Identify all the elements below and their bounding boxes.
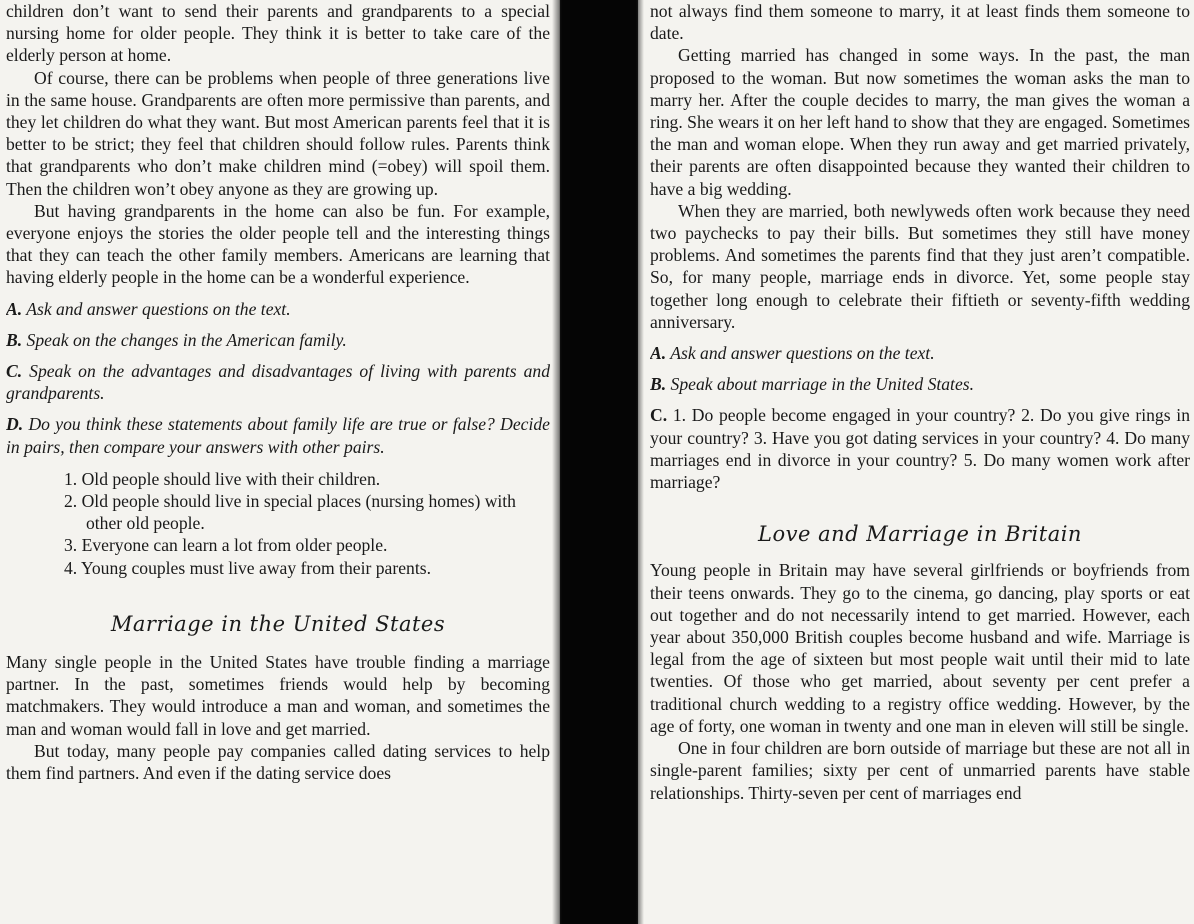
task-b: B. Speak on the changes in the American family.	[6, 329, 347, 350]
section-title: Marriage in the United States	[110, 611, 446, 636]
paragraph: Getting married has changed in some ways. In the past, the man proposed to the woman. But now sometimes the woman asks the man to marry her. After the couple decides to marry, the man gives the woman a ring. She wears it on her left hand to show that they are engaged. Sometimes the man and woman elope. When they run away and get married privately, their parents are often disappointed because they wanted their children to have a big wedding.	[650, 45, 1190, 199]
paragraph: But having grandparents in the home can also be fun. For example, everyone enjoys the stories the older people tell and the interesting things that they can teach the other family members. Americans are learning that having elderly people in the home can be a wonderful experience.	[6, 200, 550, 288]
paragraph: Of course, there can be problems when people of three generations live in the same house. Grandparents are often more permissive than parents, and they let children do what they want. But most American parents feel that it is better to be strict; they feel that children should follow rules. Parents think that grandparents who don’t make children mind (=obey) will spoil them. Then the children won’t obey anyone as they are growing up.	[6, 67, 550, 199]
statement-item: 2. Old people should live in special places (nursing homes) with other old people.	[64, 491, 516, 534]
paragraph: Many single people in the United States have trouble finding a marriage partner. In the past, sometimes friends would help by becoming matchmakers. They would introduce a man and woman, and sometimes the man and woman would fall in love and get married.	[6, 652, 550, 739]
paragraph: not always find them someone to marry, it at least finds them someone to date.	[650, 1, 1190, 44]
task-d: D. Do you think these statements about family life are true or false? Decide in pairs, then compare your answers with other pairs.	[6, 414, 550, 457]
paragraph: One in four children are born outside of marriage but these are not all in single-parent families; sixty per cent of unmarried parents have stable relationships. Thirty-seven per cent of marriages end	[650, 738, 1190, 803]
task-c: C. 1. Do people become engaged in your country? 2. Do you give rings in your country? 3. Have you got dating services in your country? 4. Do many marriages end in divorce in your country? 5. Do many women work after marriage?	[650, 405, 1190, 493]
paragraph: children don’t want to send their parents and grandparents to a special nursing home for older people. They think it is better to take care of the elderly person at home.	[6, 1, 550, 66]
paragraph: But today, many people pay companies called dating services to help them find partners. And even if the dating service does	[6, 740, 550, 784]
statement-item: 3. Everyone can learn a lot from older people.	[64, 535, 388, 556]
statement-item: 4. Young couples must live away from their parents.	[64, 557, 431, 578]
task-a: A. Ask and answer questions on the text.	[6, 298, 291, 319]
section-title: Love and Marriage in Britain	[758, 522, 1082, 547]
left-column	[6, 0, 550, 924]
right-column	[650, 0, 1190, 924]
page-gutter-shadow	[560, 0, 638, 924]
statement-item: 1. Old people should live with their children.	[64, 468, 381, 489]
task-a: A. Ask and answer questions on the text.	[650, 343, 935, 364]
paragraph: Young people in Britain may have several girlfriends or boyfriends from their teens onwards. They go to the cinema, go dancing, play sports or eat out together and do not necessarily intend to get married. However, each year about 350,000 British couples become husband and wife. Marriage is legal from the age of sixteen but most people wait until their mid to late twenties. Of those who get married, about seventy per cent prefer a traditional church wedding to a registry office wedding. However, by the age of forty, one woman in twenty and one man in eleven will still be single.	[650, 560, 1190, 736]
task-b: B. Speak about marriage in the United States.	[650, 374, 974, 395]
statement-list	[6, 468, 550, 579]
task-c: C. Speak on the advantages and disadvantages of living with parents and grandparents.	[6, 361, 550, 404]
paragraph: When they are married, both newlyweds often work because they need two paychecks to pay their bills. But sometimes they still have money problems. And sometimes the parents find that they just aren’t compatible. So, for many people, marriage ends in divorce. Yet, some people stay together long enough to celebrate their fiftieth or seventy-fifth wedding anniversary.	[650, 200, 1190, 332]
